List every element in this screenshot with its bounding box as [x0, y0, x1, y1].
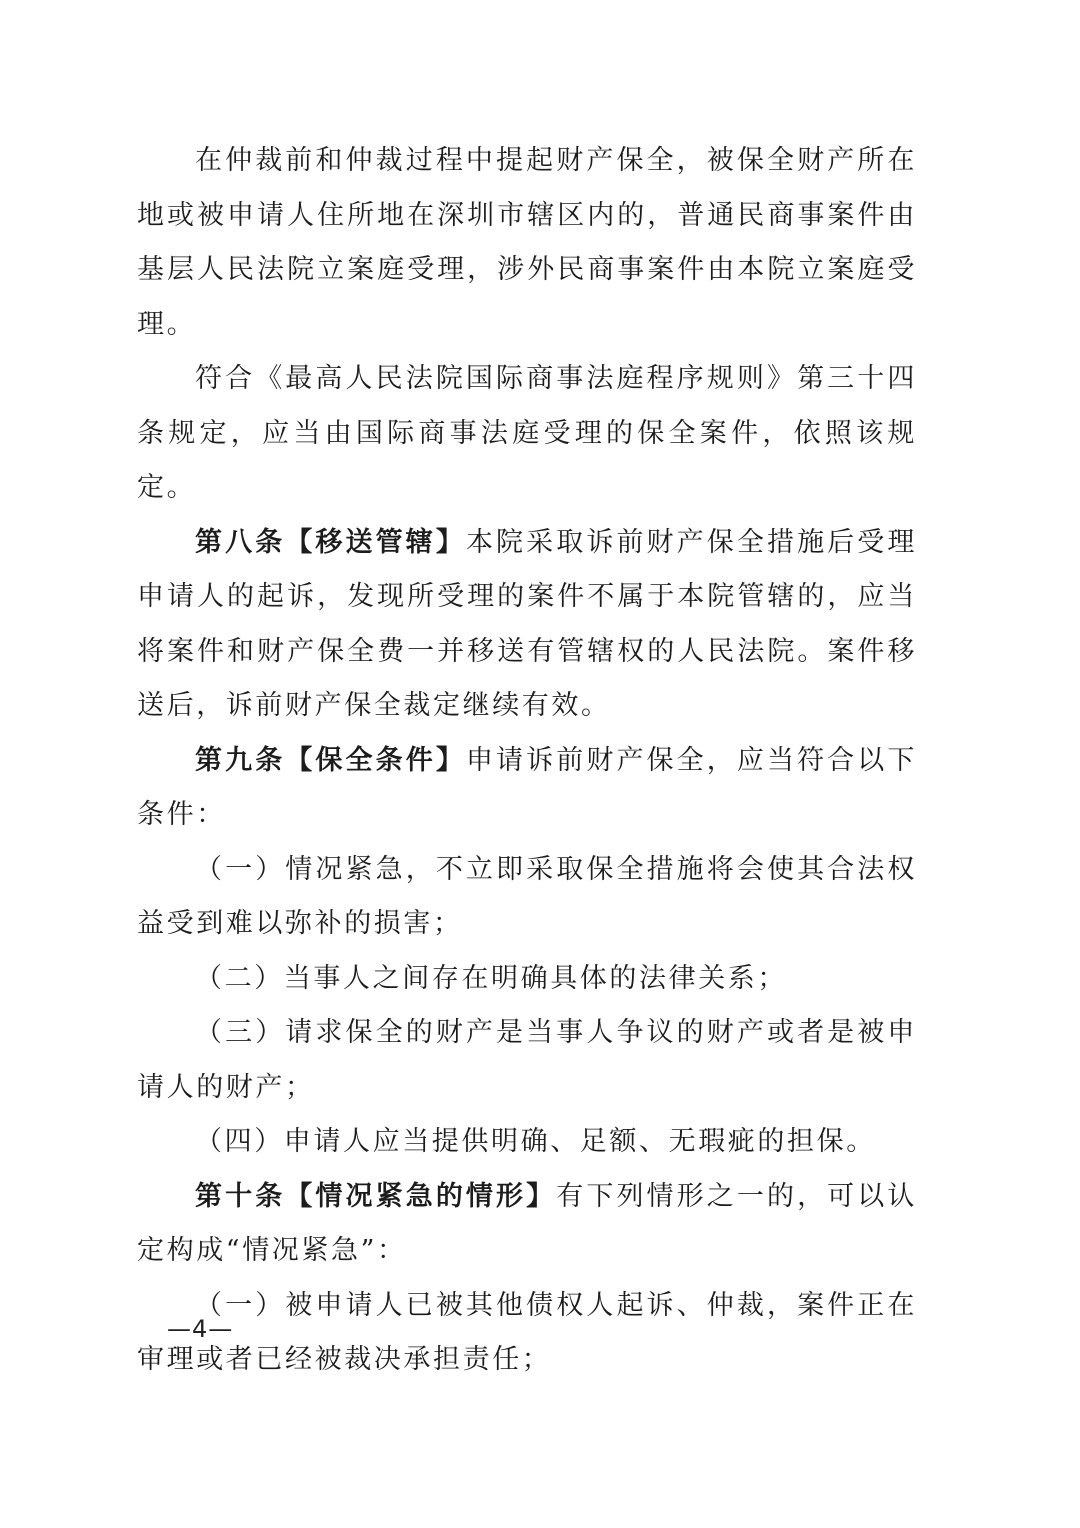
paragraph — [137, 134, 917, 352]
page-number: —4— — [167, 1315, 234, 1343]
paragraph-text: （一）情况紧急，不立即采取保全措施将会使其合法权益受到难以弥补的损害； — [137, 853, 917, 939]
paragraph-text: （三）请求保全的财产是当事人争议的财产或者是被申请人的财产； — [137, 1017, 917, 1103]
article-heading: 第九条【保全条件】 — [195, 744, 466, 776]
paragraph-text: 在仲裁前和仲裁过程中提起财产保全，被保全财产所在地或被申请人住所地在深圳市辖区内的，普通民商事案件由基层人民法院立案庭受理，涉外民商事案件由本院立案庭受理。 — [137, 145, 917, 340]
paragraph — [137, 516, 917, 734]
paragraph-text: 本院采取诉前财产保全措施后受理申请人的起诉，发现所受理的案件不属于本院管辖的，应当将案件和财产保全费一并移送有管辖权的人民法院。案件移送后，诉前财产保全裁定继续有效。 — [137, 526, 917, 721]
paragraph — [137, 734, 917, 843]
paragraph — [137, 1170, 917, 1279]
document-body — [137, 134, 917, 1388]
paragraph-text: （一）被申请人已被其他债权人起诉、仲裁，案件正在审理或者已经被裁决承担责任； — [137, 1289, 917, 1375]
article-heading: 第八条【移送管辖】 — [195, 526, 466, 558]
paragraph — [137, 1115, 917, 1170]
paragraph — [137, 1279, 917, 1388]
paragraph — [137, 843, 917, 952]
paragraph-text: 符合《最高人民法院国际商事法庭程序规则》第三十四条规定，应当由国际商事法庭受理的保全案件，依照该规定。 — [137, 363, 917, 503]
paragraph-text: （二）当事人之间存在明确具体的法律关系； — [195, 962, 787, 994]
paragraph — [137, 352, 917, 516]
paragraph-text: 有下列情形之一的，可以认定构成“情况紧急”： — [137, 1180, 917, 1266]
paragraph — [137, 1006, 917, 1115]
article-heading: 第十条【情况紧急的情形】 — [195, 1180, 557, 1212]
paragraph-text: （四）申请人应当提供明确、足额、无瑕疵的担保。 — [195, 1126, 876, 1157]
paragraph — [137, 952, 917, 1007]
paragraph-text: 申请诉前财产保全，应当符合以下条件： — [137, 744, 917, 830]
